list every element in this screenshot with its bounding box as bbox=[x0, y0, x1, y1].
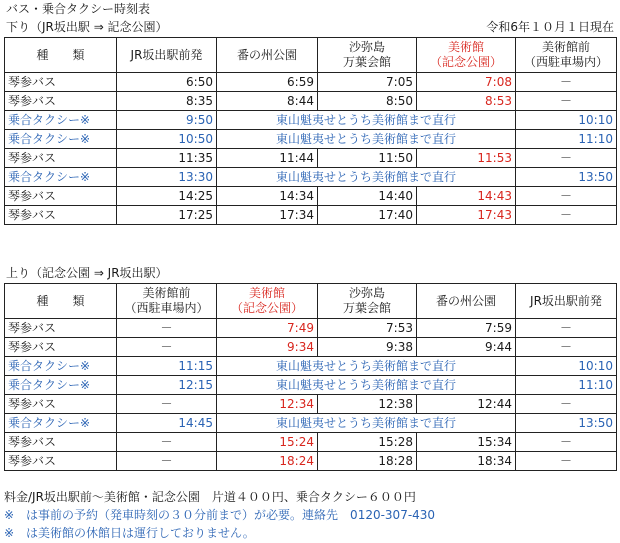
down-row bbox=[5, 206, 617, 225]
header-line: 番の州公園 bbox=[236, 47, 297, 62]
header-line: 美術館 bbox=[248, 286, 285, 300]
header-line: （記念公園） bbox=[429, 55, 502, 69]
time-cell: 18:28 bbox=[318, 452, 417, 471]
time-cell: － bbox=[516, 433, 617, 452]
time-cell: 14:43 bbox=[417, 187, 516, 206]
time-cell: － bbox=[516, 338, 617, 357]
time-cell: 12:38 bbox=[318, 395, 417, 414]
time-cell: 12:34 bbox=[217, 395, 318, 414]
service-type: 乗合タクシー※ bbox=[5, 130, 117, 149]
header-line: 美術館 bbox=[447, 40, 484, 54]
time-cell: 10:10 bbox=[516, 111, 617, 130]
effective-date: 令和6年１０月１日現在 bbox=[486, 20, 614, 34]
up-timetable bbox=[4, 283, 617, 471]
time-cell: 10:10 bbox=[516, 357, 617, 376]
down-header-cell bbox=[117, 38, 217, 73]
time-cell: 17:34 bbox=[217, 206, 318, 225]
time-cell: － bbox=[117, 338, 217, 357]
down-heading: 下り（JR坂出駅 ⇒ 記念公園） bbox=[6, 20, 168, 34]
time-cell: 11:53 bbox=[417, 149, 516, 168]
up-row bbox=[5, 357, 617, 376]
up-header-cell bbox=[516, 284, 617, 319]
down-row bbox=[5, 73, 617, 92]
time-cell: 9:44 bbox=[417, 338, 516, 357]
service-type: 乗合タクシー※ bbox=[5, 111, 117, 130]
time-cell: － bbox=[516, 187, 617, 206]
service-type: 琴参バス bbox=[5, 187, 117, 206]
time-cell: － bbox=[516, 149, 617, 168]
down-row bbox=[5, 168, 617, 187]
time-cell: 11:44 bbox=[217, 149, 318, 168]
time-cell: － bbox=[516, 206, 617, 225]
down-header-cell bbox=[318, 38, 417, 73]
up-row bbox=[5, 338, 617, 357]
time-cell: 11:35 bbox=[117, 149, 217, 168]
time-cell: 12:15 bbox=[117, 376, 217, 395]
service-type: 琴参バス bbox=[5, 338, 117, 357]
time-cell: － bbox=[516, 73, 617, 92]
up-row bbox=[5, 319, 617, 338]
time-cell: － bbox=[117, 452, 217, 471]
page-title: バス・乗合タクシー時刻表 bbox=[6, 2, 151, 16]
service-type: 琴参バス bbox=[5, 92, 117, 111]
header-line: 沙弥島 bbox=[348, 40, 385, 54]
time-cell: － bbox=[516, 452, 617, 471]
down-header-cell bbox=[5, 38, 117, 73]
header-line: 美術館前 bbox=[142, 286, 191, 300]
down-header-cell bbox=[217, 38, 318, 73]
header-line: 美術館前 bbox=[541, 40, 590, 54]
up-header-cell bbox=[417, 284, 516, 319]
time-cell: 14:25 bbox=[117, 187, 217, 206]
header-line: 種 類 bbox=[36, 47, 85, 62]
time-cell: 18:24 bbox=[217, 452, 318, 471]
service-type: 乗合タクシー※ bbox=[5, 376, 117, 395]
down-header-cell bbox=[516, 38, 617, 73]
header-line: （記念公園） bbox=[230, 301, 303, 315]
direct-route-note: 東山魁夷せとうち美術館まで直行 bbox=[217, 357, 516, 376]
header-line: 種 類 bbox=[36, 293, 85, 308]
header-line: 万葉会館 bbox=[342, 301, 391, 315]
time-cell: － bbox=[117, 395, 217, 414]
time-cell: 15:34 bbox=[417, 433, 516, 452]
reservation-note: ※ は事前の予約（発車時刻の３０分前まで）が必要。連絡先 0120-307-430 bbox=[4, 508, 436, 522]
time-cell: － bbox=[516, 395, 617, 414]
up-row bbox=[5, 395, 617, 414]
time-cell: 6:50 bbox=[117, 73, 217, 92]
service-type: 琴参バス bbox=[5, 395, 117, 414]
header-line: JR坂出駅前発 bbox=[130, 47, 203, 62]
up-row bbox=[5, 433, 617, 452]
up-header-cell bbox=[5, 284, 117, 319]
time-cell: 14:34 bbox=[217, 187, 318, 206]
time-cell: 17:43 bbox=[417, 206, 516, 225]
time-cell: － bbox=[516, 319, 617, 338]
service-type: 乗合タクシー※ bbox=[5, 357, 117, 376]
time-cell: 8:35 bbox=[117, 92, 217, 111]
time-cell: 14:40 bbox=[318, 187, 417, 206]
up-header-cell bbox=[117, 284, 217, 319]
service-type: 琴参バス bbox=[5, 452, 117, 471]
header-line: （西駐車場内） bbox=[124, 301, 209, 315]
time-cell: 15:24 bbox=[217, 433, 318, 452]
time-cell: 8:53 bbox=[417, 92, 516, 111]
header-line: JR坂出駅前発 bbox=[530, 293, 602, 308]
service-type: 琴参バス bbox=[5, 149, 117, 168]
time-cell: 13:30 bbox=[117, 168, 217, 187]
time-cell: 8:44 bbox=[217, 92, 318, 111]
up-header-row bbox=[5, 284, 617, 319]
direct-route-note: 東山魁夷せとうち美術館まで直行 bbox=[217, 376, 516, 395]
time-cell: 13:50 bbox=[516, 168, 617, 187]
time-cell: 17:40 bbox=[318, 206, 417, 225]
down-row bbox=[5, 187, 617, 206]
direct-route-note: 東山魁夷せとうち美術館まで直行 bbox=[217, 130, 516, 149]
up-row bbox=[5, 376, 617, 395]
service-type: 琴参バス bbox=[5, 433, 117, 452]
direct-route-note: 東山魁夷せとうち美術館まで直行 bbox=[217, 414, 516, 433]
up-heading: 上り（記念公園 ⇒ JR坂出駅） bbox=[6, 266, 168, 280]
down-header-row bbox=[5, 38, 617, 73]
down-row bbox=[5, 130, 617, 149]
service-type: 乗合タクシー※ bbox=[5, 414, 117, 433]
time-cell: 11:10 bbox=[516, 130, 617, 149]
time-cell: 12:44 bbox=[417, 395, 516, 414]
time-cell: 7:05 bbox=[318, 73, 417, 92]
time-cell: 14:45 bbox=[117, 414, 217, 433]
service-type: 琴参バス bbox=[5, 206, 117, 225]
time-cell: 7:49 bbox=[217, 319, 318, 338]
down-body bbox=[5, 73, 617, 225]
service-type: 乗合タクシー※ bbox=[5, 168, 117, 187]
time-cell: 7:53 bbox=[318, 319, 417, 338]
header-line: 沙弥島 bbox=[348, 286, 385, 300]
time-cell: 15:28 bbox=[318, 433, 417, 452]
time-cell: 7:08 bbox=[417, 73, 516, 92]
direct-route-note: 東山魁夷せとうち美術館まで直行 bbox=[217, 168, 516, 187]
time-cell: 9:50 bbox=[117, 111, 217, 130]
up-row bbox=[5, 414, 617, 433]
service-type: 琴参バス bbox=[5, 319, 117, 338]
down-row bbox=[5, 149, 617, 168]
up-header-cell bbox=[217, 284, 318, 319]
time-cell: 17:25 bbox=[117, 206, 217, 225]
up-header-cell bbox=[318, 284, 417, 319]
time-cell: － bbox=[117, 433, 217, 452]
header-line: （西駐車場内） bbox=[523, 55, 608, 69]
closed-day-note: ※ は美術館の休館日は運行しておりません。 bbox=[4, 526, 255, 540]
time-cell: 7:59 bbox=[417, 319, 516, 338]
time-cell: 9:38 bbox=[318, 338, 417, 357]
time-cell: 11:50 bbox=[318, 149, 417, 168]
time-cell: 11:10 bbox=[516, 376, 617, 395]
header-line: 万葉会館 bbox=[342, 55, 391, 69]
time-cell: － bbox=[117, 319, 217, 338]
time-cell: 9:34 bbox=[217, 338, 318, 357]
time-cell: 13:50 bbox=[516, 414, 617, 433]
time-cell: － bbox=[516, 92, 617, 111]
fare-note: 料金/JR坂出駅前～美術館・記念公園 片道４００円、乗合タクシー６００円 bbox=[4, 490, 416, 504]
down-row bbox=[5, 92, 617, 111]
header-line: 番の州公園 bbox=[435, 293, 496, 308]
time-cell: 8:50 bbox=[318, 92, 417, 111]
down-header-cell bbox=[417, 38, 516, 73]
time-cell: 10:50 bbox=[117, 130, 217, 149]
up-row bbox=[5, 452, 617, 471]
time-cell: 11:15 bbox=[117, 357, 217, 376]
down-row bbox=[5, 111, 617, 130]
time-cell: 6:59 bbox=[217, 73, 318, 92]
time-cell: 18:34 bbox=[417, 452, 516, 471]
service-type: 琴参バス bbox=[5, 73, 117, 92]
direct-route-note: 東山魁夷せとうち美術館まで直行 bbox=[217, 111, 516, 130]
down-timetable bbox=[4, 37, 617, 225]
up-body bbox=[5, 319, 617, 471]
